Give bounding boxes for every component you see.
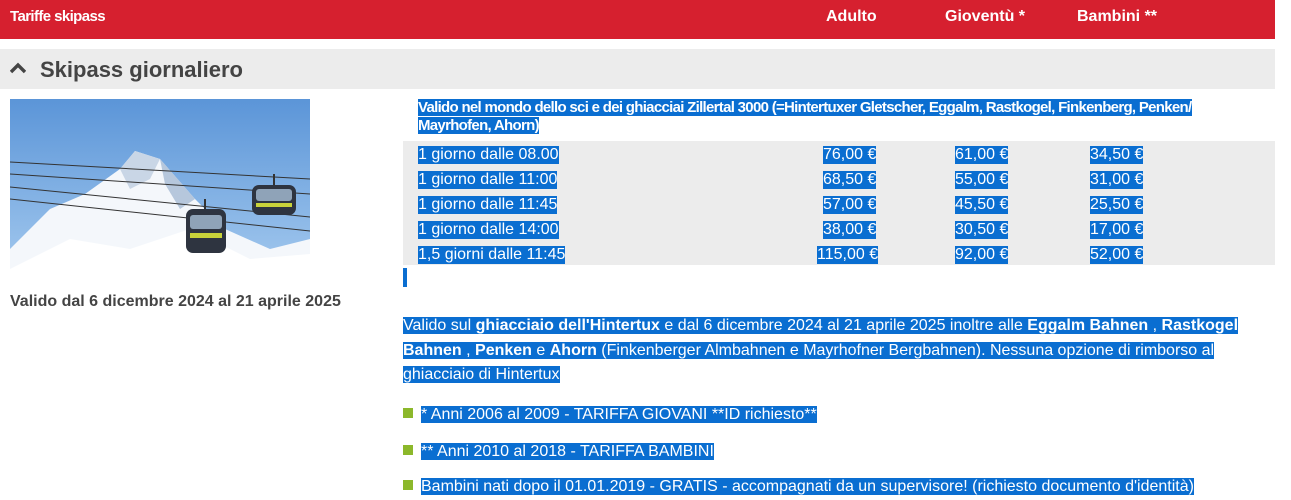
link-hintertux[interactable]: ghiacciaio dell'Hintertux [475, 317, 660, 334]
link-penken[interactable]: Penken [475, 341, 532, 359]
price-adult: 38,00 € [823, 221, 877, 238]
row-label: 1,5 giorni dalle 11:45 [418, 246, 566, 263]
price-child: 34,50 € [1090, 146, 1144, 163]
header-col-child: Bambini ** [1077, 8, 1158, 25]
price-adult: 57,00 € [823, 196, 877, 213]
bullet-text: * Anni 2006 al 2009 - TARIFFA GIOVANI **ID richiesto** [421, 406, 817, 423]
section-title: Skipass giornaliero [40, 57, 243, 82]
list-item [403, 443, 714, 461]
price-table [403, 141, 1275, 265]
bullet-text: Bambini nati dopo il 01.01.2019 - GRATIS - accompagnati da un supervisore! (richiesto documento d'identità) [421, 478, 1194, 495]
validity-description: Valido sul ghiacciaio dell'Hintertux e dal 6 dicembre 2024 al 21 aprile 2025 inoltre alle Eggalm Bahnen , Rastkogel Bahnen , Penken e Ahorn (Finkenberger Almbahnen e Mayrhofner Bergbahnen). Nessuna opzione di rimborso al ghiacciaio di Hintertux [403, 317, 1239, 383]
bullet-square-icon [403, 480, 413, 490]
price-adult: 68,50 € [823, 171, 877, 188]
bullet-square-icon [403, 408, 413, 418]
table-row [403, 193, 1275, 218]
table-row [403, 218, 1275, 243]
table-row [403, 243, 1275, 268]
selection-caret [403, 268, 407, 287]
bullet-square-icon [403, 445, 413, 455]
price-adult: 76,00 € [823, 146, 877, 163]
list-item [403, 406, 817, 424]
row-label: 1 giorno dalle 11:45 [418, 196, 558, 213]
price-adult: 115,00 € [817, 246, 879, 263]
price-youth: 30,50 € [955, 221, 1009, 238]
price-child: 25,50 € [1090, 196, 1144, 213]
list-item [403, 478, 1194, 496]
price-youth: 92,00 € [955, 246, 1009, 263]
row-label: 1 giorno dalle 08.00 [418, 146, 559, 163]
link-eggalm[interactable]: Eggalm Bahnen [1027, 317, 1149, 334]
table-row [403, 168, 1275, 193]
link-rastkogel[interactable]: Rastkogel Bahnen [403, 317, 1239, 359]
validity-dates: Valido dal 6 dicembre 2024 al 21 aprile 2025 [10, 293, 341, 310]
validity-intro [418, 99, 1238, 135]
gondola-photo [10, 99, 310, 289]
price-table-header [0, 0, 1275, 39]
bullet-text: ** Anni 2010 al 2018 - TARIFFA BAMBINI [421, 443, 714, 460]
table-row [403, 143, 1275, 168]
link-ahorn[interactable]: Ahorn [549, 341, 597, 359]
accordion-skipass-giornaliero[interactable] [0, 49, 1275, 89]
header-col-youth: Gioventù * [945, 8, 1026, 25]
price-child: 17,00 € [1090, 221, 1144, 238]
price-child: 52,00 € [1090, 246, 1144, 263]
row-label: 1 giorno dalle 14:00 [418, 221, 559, 238]
header-title: Tariffe skipass [10, 8, 105, 25]
header-col-adult: Adulto [826, 8, 877, 25]
price-child: 31,00 € [1090, 171, 1144, 188]
validity-intro-text: Valido nel mondo dello sci e dei ghiacciai Zillertal 3000 (=Hintertuxer Gletscher, Eggalm, Rastkogel, Finkenberg, Penken/ Mayrhofen, Ahorn) [418, 99, 1192, 134]
price-youth: 55,00 € [955, 171, 1009, 188]
row-label: 1 giorno dalle 11:00 [418, 171, 558, 188]
price-youth: 45,50 € [955, 196, 1009, 213]
price-youth: 61,00 € [955, 146, 1009, 163]
chevron-up-icon[interactable] [10, 61, 26, 75]
